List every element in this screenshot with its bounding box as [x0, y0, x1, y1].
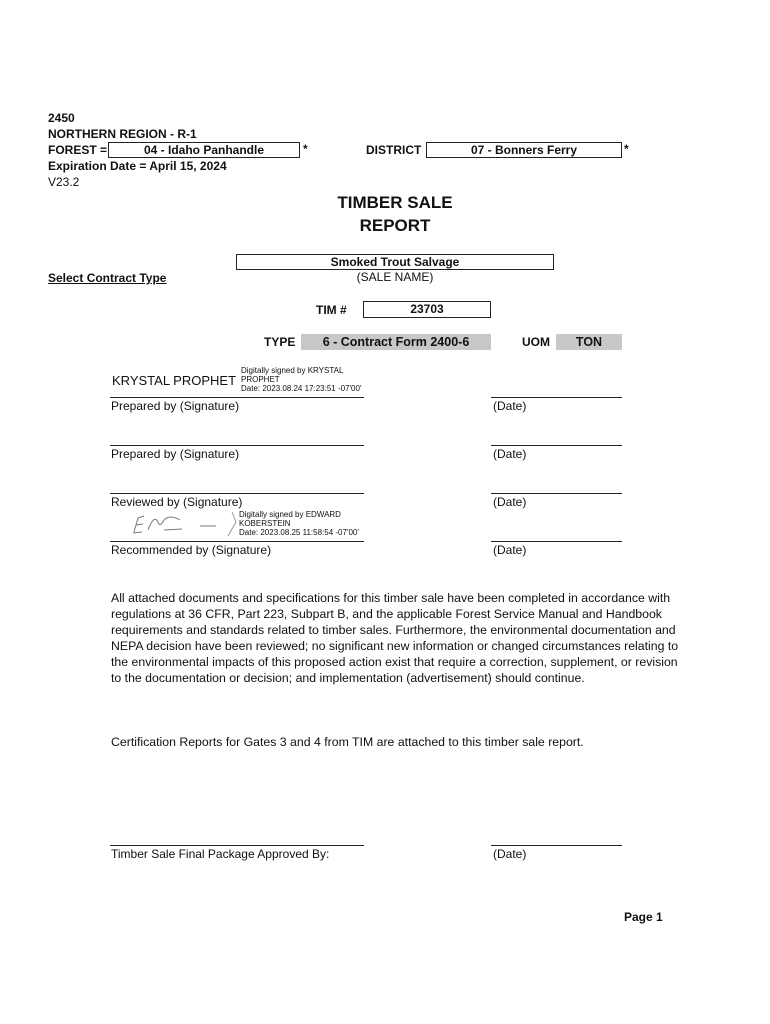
date-line [491, 845, 622, 846]
uom-label: UOM [522, 335, 550, 349]
signature-line [110, 397, 364, 398]
region-label: NORTHERN REGION - R-1 [48, 127, 197, 141]
date-label: (Date) [493, 399, 527, 413]
approved-by-label: Timber Sale Final Package Approved By: [111, 847, 330, 861]
district-field[interactable]: 07 - Bonners Ferry [426, 142, 622, 158]
certification-paragraph: All attached documents and specifications for this timber sale have been completed in accordance with regulations at 36 CFR, Part 223, Subpart B, and the applicable Forest Service Manual and Handbook requirements and standards related to timber sales. Furthermore, the environmental documentation and NEPA decision have been reviewed; no significant new information or changed circumstances relating to the environmental impacts of this proposed action exist that require a correction, supplement, or revision to the documentation or decision; and implementation (advertisement) should continue. [111, 591, 679, 685]
digital-signature-line: Digitally signed by EDWARD [239, 510, 341, 519]
report-title-line1: TIMBER SALE [337, 193, 453, 212]
forest-required-mark: * [303, 142, 308, 156]
prepared-by-label: Prepared by (Signature) [111, 447, 240, 461]
version-label: V23.2 [48, 175, 80, 189]
recommended-by-label: Recommended by (Signature) [111, 543, 272, 557]
digital-signature-line: Digitally signed by KRYSTAL [241, 366, 344, 375]
district-required-mark: * [624, 142, 629, 156]
date-line [491, 445, 622, 446]
reviewed-by-label: Reviewed by (Signature) [111, 495, 243, 509]
date-label: (Date) [493, 495, 527, 509]
date-label: (Date) [493, 543, 527, 557]
date-label: (Date) [493, 447, 527, 461]
prepared-by-label: Prepared by (Signature) [111, 399, 240, 413]
digital-signature-line: KOBERSTEIN [239, 519, 291, 528]
type-label: TYPE [264, 335, 296, 349]
date-line [491, 493, 622, 494]
date-line [491, 397, 622, 398]
forest-label: FOREST = [48, 143, 108, 157]
page-number: Page 1 [624, 910, 663, 924]
signature-line [110, 493, 364, 494]
uom-select[interactable]: TON [556, 334, 622, 350]
handwritten-signature [124, 508, 244, 540]
signature-line [110, 445, 364, 446]
digital-signature-line: PROPHET [241, 375, 280, 384]
date-label: (Date) [493, 847, 527, 861]
tim-label: TIM # [316, 303, 347, 317]
date-line [491, 541, 622, 542]
digital-signature-line: Date: 2023.08.25 11:58:54 -07'00' [239, 528, 359, 537]
expiration-date: Expiration Date = April 15, 2024 [48, 159, 227, 173]
tim-number-field[interactable]: 23703 [363, 301, 491, 318]
digital-signature-koberstein[interactable] [239, 510, 359, 537]
gates-report-note: Certification Reports for Gates 3 and 4 from TIM are attached to this timber sale report. [111, 735, 584, 749]
report-title-line2: REPORT [359, 216, 431, 235]
district-label: DISTRICT [366, 143, 422, 157]
signature-line [110, 541, 364, 542]
prepared-by-name: KRYSTAL PROPHET [112, 373, 237, 388]
digital-signature-line: Date: 2023.08.24 17:23:51 -07'00' [241, 384, 362, 393]
sale-name-field[interactable]: Smoked Trout Salvage [236, 254, 554, 270]
form-code: 2450 [48, 111, 75, 125]
forest-field[interactable]: 04 - Idaho Panhandle [108, 142, 300, 158]
sale-name-caption: (SALE NAME) [356, 270, 434, 284]
digital-signature-prophet[interactable] [241, 366, 361, 393]
select-contract-type-link[interactable]: Select Contract Type [48, 271, 167, 285]
signature-line [110, 845, 364, 846]
contract-type-select[interactable]: 6 - Contract Form 2400-6 [301, 334, 491, 350]
